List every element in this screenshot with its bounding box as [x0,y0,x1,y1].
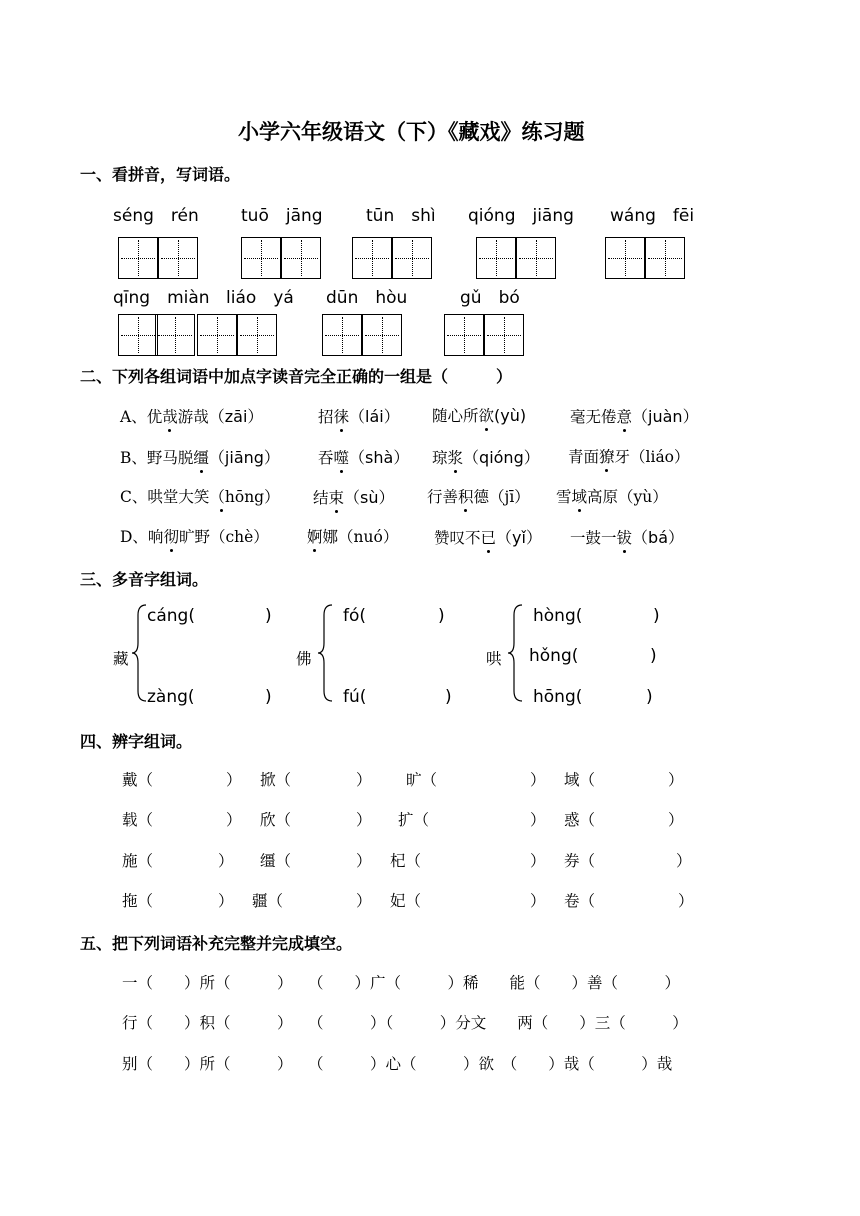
option-d-2 [307,525,398,547]
paren: ） [226,771,242,789]
reading-1: cáng( [147,606,195,626]
writing-box[interactable] [444,314,484,356]
text: 牙（liáo） [614,448,690,466]
text: 雪 [556,488,572,506]
option-d-4 [570,525,684,548]
writing-box[interactable] [605,237,645,279]
writing-box[interactable] [645,237,685,279]
paren: ） [356,811,372,829]
text: B、野马脱 [120,449,194,467]
text: 吞 [318,449,334,467]
paren: ） [530,811,546,829]
dotted-char: 獠 [599,445,615,467]
pinyin: （juàn） [632,407,699,426]
dotted-char: 意 [617,405,633,427]
polyphone-char: 佛 [296,650,312,668]
close-paren: ) [265,606,272,626]
writing-box[interactable] [392,237,432,279]
brace-icon [316,603,334,703]
paren: ） [678,892,694,910]
dotted-char: 堂大笑（hōng） [163,485,280,507]
text: 德（jī） [473,488,530,506]
fill-row: 行（ ）积（ ） （ ）（ ）分文 两（ ）三（ ） [122,1014,688,1032]
writing-box[interactable] [158,237,198,279]
brace-icon [130,603,148,703]
writing-box[interactable] [118,314,158,356]
option-a-2 [318,404,400,427]
dotted-char: 婀 [307,525,323,547]
writing-box[interactable] [281,237,321,279]
text: 娜（nuó） [322,528,399,546]
paren: ） [668,771,684,789]
writing-box[interactable] [476,237,516,279]
reading-2: hǒng( [529,646,579,666]
char-group: 卷（ [564,892,596,910]
option-b-4 [568,445,690,467]
option-b[interactable] [120,445,280,468]
close-paren: ) [653,606,660,626]
fill-row: 别（ ）所（ ） （ ）心（ ）欲 （ ）哉（ ）哉 [122,1055,673,1073]
text: 高原（yù） [587,488,668,506]
text: 赞叹不 [434,529,481,547]
dotted-char: 浆 [448,446,464,468]
char-group: 施（ [122,852,154,870]
writing-box[interactable] [197,314,237,356]
option-b-2 [318,445,409,468]
pinyin-5: wáng fēi [610,206,695,226]
paren: ） [226,811,242,829]
writing-box[interactable] [155,314,195,356]
option-d[interactable] [120,525,269,547]
option-c-2 [313,485,395,508]
writing-box[interactable] [322,314,362,356]
brace-icon [506,603,524,703]
char-group: 域（ [564,771,596,789]
pinyin-9: gǔ bó [460,288,520,308]
reading-2: fú( [343,687,367,707]
pinyin-2: tuō jāng [241,206,323,226]
dotted-char: 缰 [193,446,209,468]
option-b-3 [432,445,540,468]
dotted-char: 噬 [334,446,350,468]
dotted-char: 已 [481,526,497,548]
option-c[interactable] [120,485,280,507]
reading-1: hòng( [533,606,583,626]
pinyin: (yù) [494,406,527,425]
text: 随心所 [432,407,479,425]
pinyin-7: liáo yá [226,288,294,308]
text: D、响 [120,528,164,546]
char-group: 妃（ [390,892,422,910]
text: 招 [318,408,334,426]
char-group: 旷（ [406,771,438,789]
option-d-3 [434,525,542,548]
paren: ） [356,852,372,870]
paren: ） [356,771,372,789]
writing-box[interactable] [516,237,556,279]
close-paren: ) [646,687,653,707]
section-3-heading: 三、多音字组词。 [80,570,209,589]
dotted-char: 彻 [163,525,179,547]
fill-row: 一（ ）所（ ） （ ）广（ ）稀 能（ ）善（ ） [122,974,681,992]
pinyin: （jiāng） [208,448,280,467]
pinyin: （sù） [344,488,395,507]
text: 旷野（chè） [178,528,269,546]
pinyin: （lái） [349,407,400,426]
writing-box[interactable] [118,237,158,279]
paren: ） [530,852,546,870]
writing-box[interactable] [484,314,524,356]
option-c-4 [556,485,668,507]
paren: ） [668,811,684,829]
pinyin-8: dūn hòu [326,288,408,308]
close-paren: ) [650,646,657,666]
pinyin: （zāi） [208,407,264,426]
char-group: 券（ [564,852,596,870]
option-a-3 [432,404,526,426]
dotted-char: 束 [329,486,345,508]
section-1-heading: 一、看拼音，写词语。 [80,165,241,184]
dotted-char: 徕 [334,405,350,427]
dotted-char: 哉 [162,405,178,427]
pinyin: （qióng） [463,448,540,467]
writing-box[interactable] [241,237,281,279]
char-group: 载（ [122,811,154,829]
text: 琼 [432,449,448,467]
char-group: 拖（ [122,892,154,910]
pinyin-6: qīng miàn [113,288,210,308]
text: A、优 [120,408,163,426]
char-group: 掀（ [260,771,292,789]
polyphone-char: 哄 [486,650,502,668]
writing-box[interactable] [352,237,392,279]
text: 行善 [427,488,459,506]
dotted-char: 积 [458,485,474,507]
char-group [122,768,153,790]
paren: ） [356,892,372,910]
pinyin: （shà） [349,448,410,467]
pinyin-3: tūn shì [366,206,436,226]
dotted-char: 欲 [479,404,495,426]
text: 游哉 [177,408,209,426]
dotted-char: 钹 [617,526,633,548]
text: 一鼓一 [570,529,617,547]
char-group: 疆（ [252,892,284,910]
writing-box[interactable] [237,314,277,356]
reading-3: hōng( [533,687,583,707]
pinyin: （yǐ） [496,528,542,547]
pinyin-4: qióng jiāng [468,206,574,226]
text: C、哄 [120,488,163,506]
option-a[interactable] [120,404,263,427]
paren: ） [218,852,234,870]
char-group: 扩（ [398,811,430,829]
text: 戴（ [122,771,154,789]
reading-1: fó( [343,606,367,626]
char-group: 缰（ [260,852,292,870]
paren: ） [218,892,234,910]
pinyin-1: séng rén [113,206,199,226]
polyphone-char: 藏 [113,650,129,668]
close-paren: ) [265,687,272,707]
char-group: 杞（ [390,852,422,870]
paren: ） [676,852,692,870]
section-4-heading: 四、辨字组词。 [80,732,193,751]
close-paren: ) [438,606,445,626]
text: 青面 [568,448,600,466]
dotted-char: 域 [572,485,588,507]
text: 毫无倦 [570,408,617,426]
section-2-heading: 二、下列各组词语中加点字读音完全正确的一组是（ ） [80,367,513,386]
writing-box[interactable] [362,314,402,356]
page-title: 小学六年级语文（下）《藏戏》练习题 [238,119,585,144]
text: 结 [313,489,329,507]
reading-2: zàng( [147,687,195,707]
section-5-heading: 五、把下列词语补充完整并完成填空。 [80,934,353,953]
pinyin: （bá） [632,528,684,547]
char-group: 欣（ [260,811,292,829]
option-a-4 [570,404,699,427]
option-c-3 [427,485,530,507]
paren: ） [530,771,546,789]
char-group: 惑（ [564,811,596,829]
close-paren: ) [445,687,452,707]
paren: ） [530,892,546,910]
